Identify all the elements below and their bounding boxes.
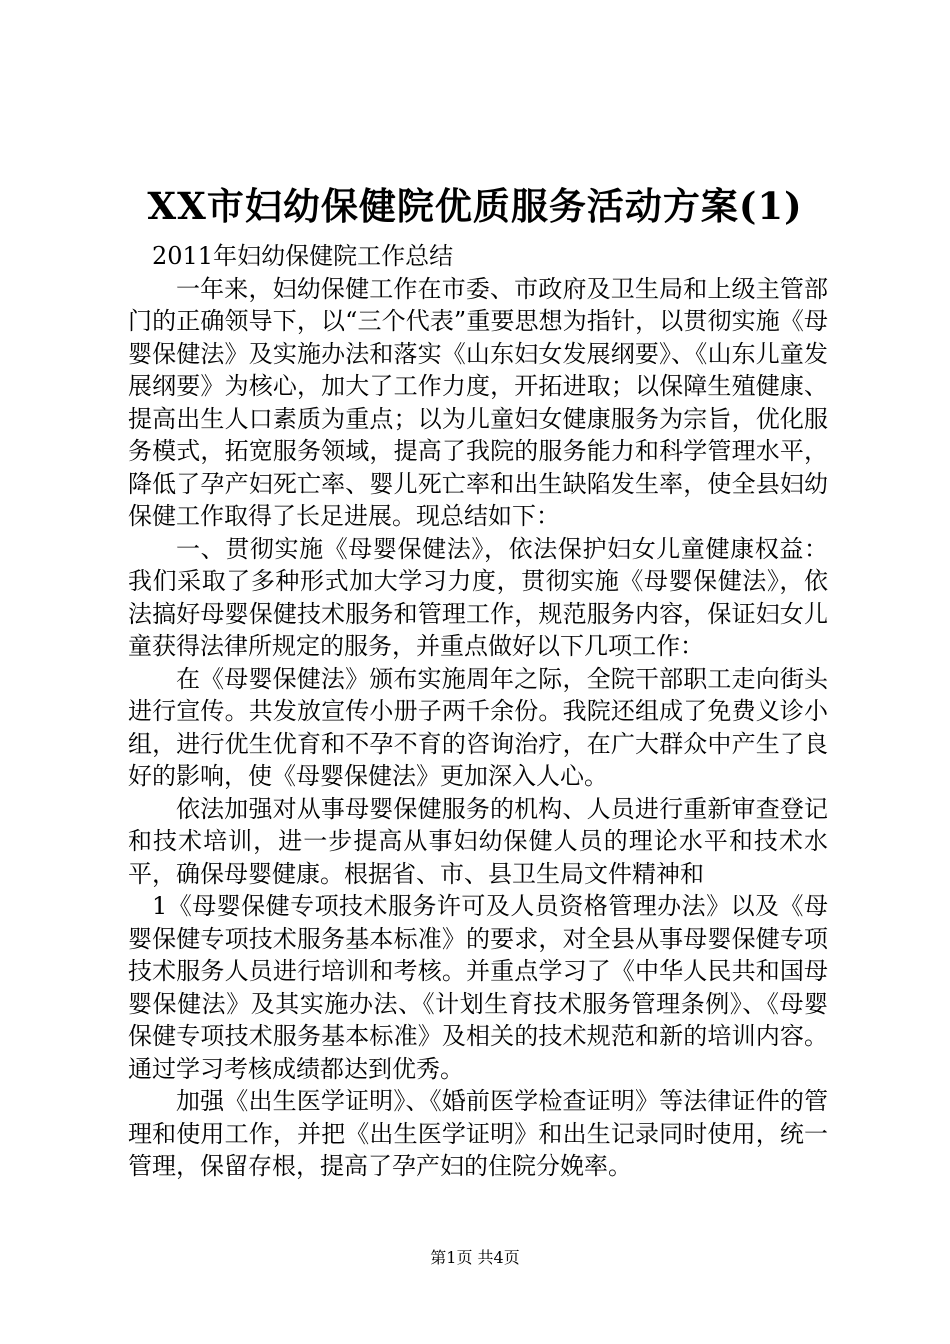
- paragraph: 加强《出生医学证明》、《婚前医学检查证明》等法律证件的管理和使用工作，并把《出生医学证明》和出生记录同时使用，统一管理，保留存根，提高了孕产妇的住院分娩率。: [128, 1087, 828, 1180]
- document-title: XX市妇幼保健院优质服务活动方案(1): [147, 184, 803, 228]
- page-footer: 第1页 共4页: [430, 1248, 520, 1267]
- document-subtitle: 2011年妇幼保健院工作总结: [152, 242, 454, 270]
- paragraph: 在《母婴保健法》颁布实施周年之际，全院干部职工走向街头进行宣传。共发放宣传小册子两千余份。我院还组成了免费义诊小组，进行优生优育和不孕不育的咨询治疗，在广大群众中产生了良好的影响，使《母婴保健法》更加深入人心。: [128, 664, 828, 790]
- paragraph: 一年来，妇幼保健工作在市委、市政府及卫生局和上级主管部门的正确领导下，以“三个代表”重要思想为指针，以贯彻实施《母婴保健法》及实施办法和落实《山东妇女发展纲要》、《山东儿童发展纲要》为核心，加大了工作力度，开拓进取；以保障生殖健康、提高出生人口素质为重点；以为儿童妇女健康服务为宗旨，优化服务模式，拓宽服务领域，提高了我院的服务能力和科学管理水平，降低了孕产妇死亡率、婴儿死亡率和出生缺陷发生率，使全县妇幼保健工作取得了长足进展。现总结如下：: [128, 274, 828, 530]
- document-body: [128, 240, 828, 1183]
- paragraph: 依法加强对从事母婴保健服务的机构、人员进行重新审查登记和技术培训，进一步提高从事妇幼保健人员的理论水平和技术水平，确保母婴健康。根据省、市、县卫生局文件精神和: [128, 794, 828, 888]
- paragraph: 一、贯彻实施《母婴保健法》，依法保护妇女儿童健康权益：我们采取了多种形式加大学习力度，贯彻实施《母婴保健法》，依法搞好母婴保健技术服务和管理工作，规范服务内容，保证妇女儿童获得法律所规定的服务，并重点做好以下几项工作：: [128, 534, 828, 660]
- paragraph: 1《母婴保健专项技术服务许可及人员资格管理办法》以及《母婴保健专项技术服务基本标准》的要求，对全县从事母婴保健专项技术服务人员进行培训和考核。并重点学习了《中华人民共和国母婴保健法》及其实施办法、《计划生育技术服务管理条例》、《母婴保健专项技术服务基本标准》及相关的技术规范和新的培训内容。通过学习考核成绩都达到优秀。: [128, 892, 828, 1083]
